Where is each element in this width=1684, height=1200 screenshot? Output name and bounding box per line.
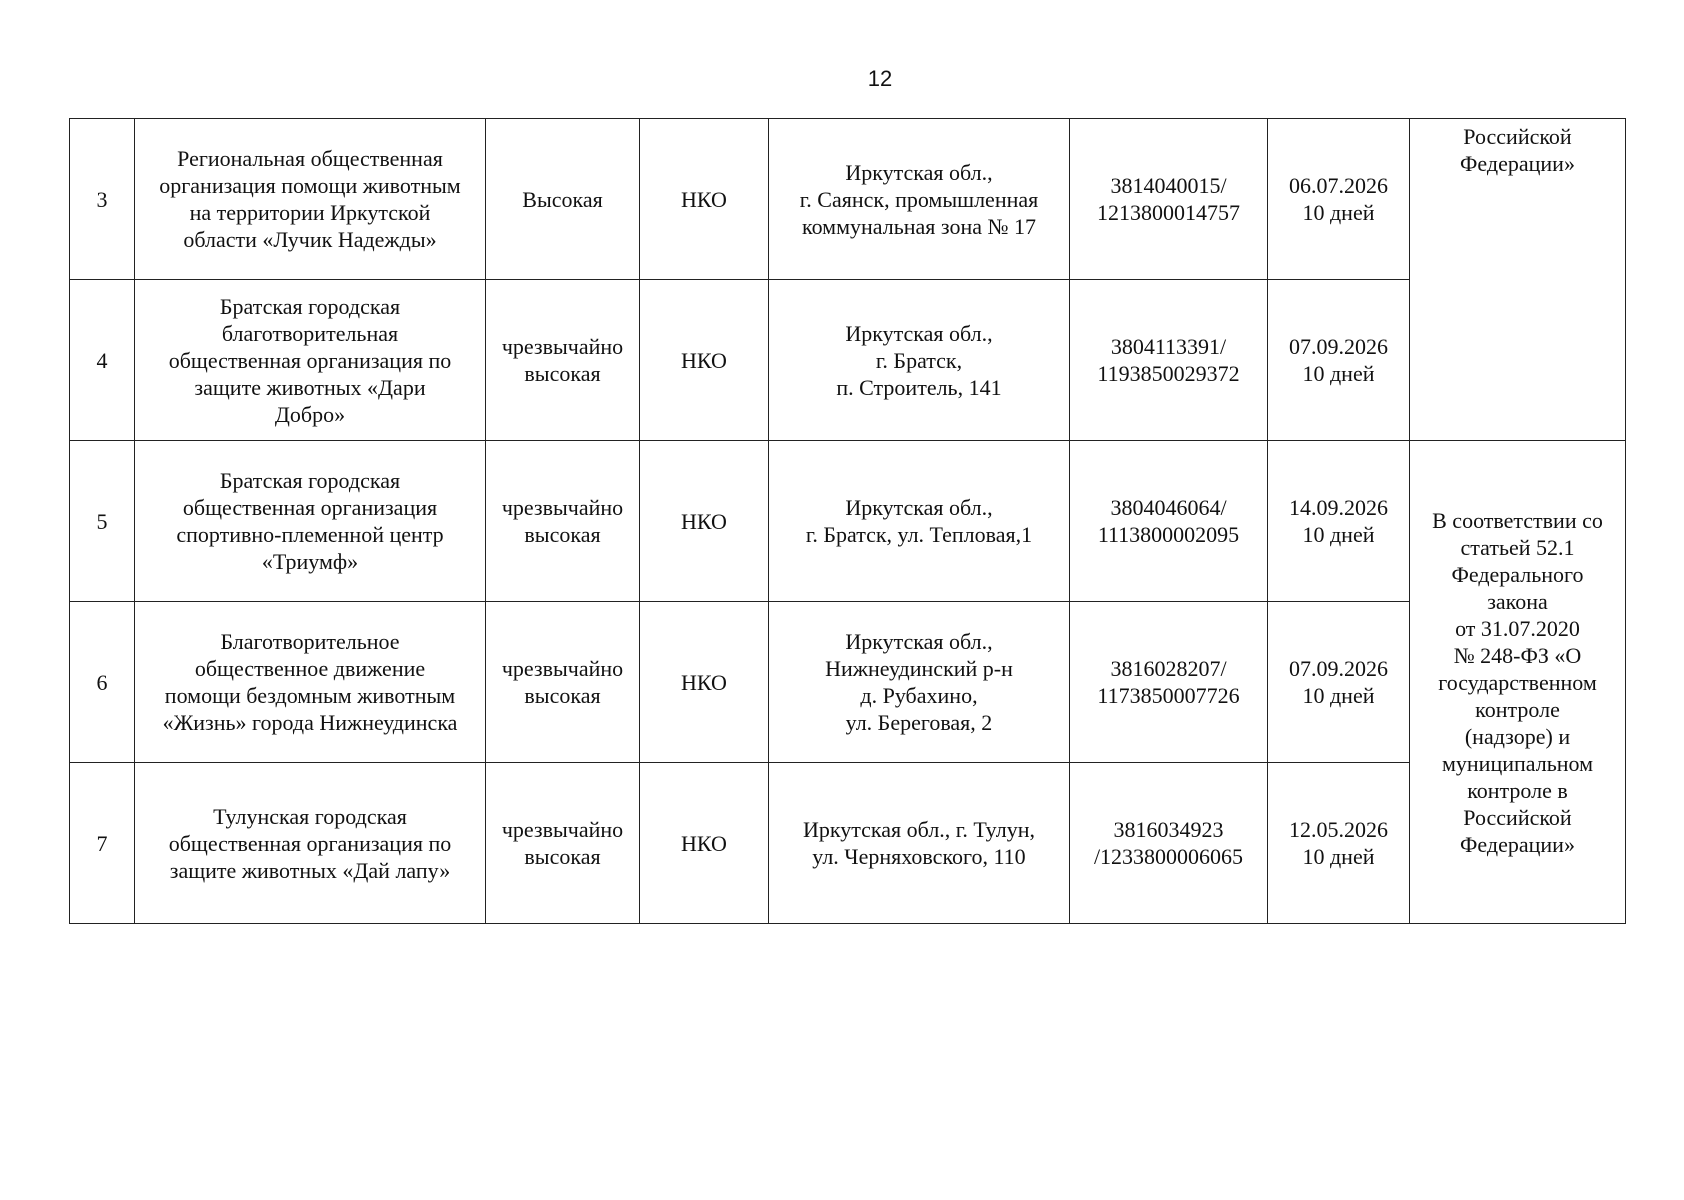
cell-line: 3804046064/: [1110, 495, 1227, 520]
cell-line: спортивно-племенной центр: [176, 522, 444, 547]
organization-address: [769, 119, 1070, 280]
organization-name: [135, 602, 486, 763]
table-row: [70, 602, 1626, 763]
cell-line: общественная организация по: [168, 347, 452, 373]
table-row: [70, 441, 1626, 602]
cell-line: благотворительная: [221, 320, 399, 346]
cell-line: ул. Черняховского, 110: [812, 844, 1026, 869]
cell-line: 1213800014757: [1097, 200, 1240, 225]
legal-basis-top: [1410, 119, 1626, 441]
cell-line: контроле в: [1467, 777, 1568, 803]
risk-category: [486, 763, 640, 924]
inn-ogrn: [1070, 441, 1268, 602]
inspection-date: [1268, 280, 1410, 441]
organization-type: НКО: [640, 602, 769, 763]
inn-ogrn: [1070, 763, 1268, 924]
cell-line: Нижнеудинский р-н: [825, 656, 1013, 681]
cell-line: г. Братск, ул. Тепловая,1: [805, 522, 1033, 547]
cell-line: муниципальном: [1441, 750, 1594, 776]
registry-table: [69, 118, 1626, 924]
organization-type: НКО: [640, 441, 769, 602]
cell-line: защите животных «Дари: [194, 374, 426, 400]
registry-table-body: [70, 119, 1626, 924]
organization-name: [135, 280, 486, 441]
row-number: 4: [70, 280, 135, 441]
cell-line: Российской: [1463, 124, 1572, 149]
cell-line: 1193850029372: [1097, 361, 1240, 386]
organization-type: НКО: [640, 280, 769, 441]
risk-category: [486, 602, 640, 763]
cell-line: «Триумф»: [261, 549, 359, 574]
cell-line: чрезвычайно: [501, 817, 624, 842]
organization-name: [135, 119, 486, 280]
cell-line: 10 дней: [1302, 522, 1375, 547]
cell-line: 07.09.2026: [1289, 656, 1388, 681]
inspection-date: [1268, 441, 1410, 602]
cell-line: 10 дней: [1302, 200, 1375, 225]
organization-type: НКО: [640, 763, 769, 924]
cell-line: Братская городская: [219, 293, 401, 319]
cell-line: Иркутская обл.,: [845, 629, 993, 654]
cell-line: чрезвычайно: [501, 334, 624, 359]
cell-line: 14.09.2026: [1289, 495, 1388, 520]
cell-line: закона: [1487, 588, 1548, 614]
cell-line: высокая: [524, 683, 601, 708]
cell-line: 10 дней: [1302, 683, 1375, 708]
cell-line: Федерального: [1451, 561, 1584, 587]
cell-line: 3816034923: [1113, 817, 1224, 842]
row-number: 3: [70, 119, 135, 280]
cell-line: высокая: [524, 361, 601, 386]
cell-line: общественное движение: [194, 656, 426, 681]
cell-line: 10 дней: [1302, 844, 1375, 869]
cell-line: общественная организация по: [168, 830, 452, 856]
inspection-date: [1268, 602, 1410, 763]
cell-line: области «Лучик Надежды»: [183, 227, 437, 252]
cell-line: В соответствии со: [1432, 507, 1603, 533]
cell-line: 1113800002095: [1097, 522, 1240, 547]
organization-name: [135, 763, 486, 924]
cell-line: /1233800006065: [1093, 844, 1244, 869]
cell-line: Иркутская обл., г. Тулун,: [803, 817, 1035, 842]
cell-line: общественная организация: [182, 495, 438, 520]
cell-line: № 248-ФЗ «О: [1453, 642, 1582, 668]
organization-name: [135, 441, 486, 602]
cell-line: высокая: [524, 522, 601, 547]
cell-line: «Жизнь» города Нижнеудинска: [162, 710, 458, 735]
inn-ogrn: [1070, 280, 1268, 441]
cell-line: д. Рубахино,: [860, 683, 978, 708]
row-number: 5: [70, 441, 135, 602]
cell-line: 3804113391/: [1110, 334, 1227, 359]
cell-line: Российской: [1463, 804, 1572, 830]
cell-line: г. Братск,: [875, 347, 963, 373]
cell-line: чрезвычайно: [501, 495, 624, 520]
table-row: [70, 119, 1626, 280]
table-row: [70, 280, 1626, 441]
cell-line: 3816028207/: [1110, 656, 1227, 681]
cell-line: помощи бездомным животным: [164, 683, 456, 708]
cell-line: на территории Иркутской: [189, 200, 431, 225]
inspection-date: [1268, 763, 1410, 924]
organization-type: НКО: [640, 119, 769, 280]
cell-line: государственном: [1438, 669, 1597, 695]
cell-line: ул. Береговая, 2: [845, 710, 993, 735]
cell-line: п. Строитель, 141: [836, 374, 1002, 400]
inn-ogrn: [1070, 119, 1268, 280]
cell-line: 12.05.2026: [1289, 817, 1388, 842]
risk-category: [486, 280, 640, 441]
legal-basis: [1410, 441, 1626, 924]
cell-line: 06.07.2026: [1289, 173, 1388, 198]
cell-line: статьей 52.1: [1460, 534, 1575, 560]
cell-line: Федерации»: [1460, 151, 1575, 176]
cell-line: Федерации»: [1460, 831, 1575, 857]
cell-line: высокая: [524, 844, 601, 869]
cell-line: 3814040015/: [1110, 173, 1227, 198]
table-row: [70, 763, 1626, 924]
cell-line: 1173850007726: [1097, 683, 1240, 708]
cell-line: чрезвычайно: [501, 656, 624, 681]
cell-line: 07.09.2026: [1289, 334, 1388, 359]
inspection-date: [1268, 119, 1410, 280]
cell-line: коммунальная зона № 17: [802, 213, 1036, 239]
inn-ogrn: [1070, 602, 1268, 763]
cell-line: Братская городская: [219, 468, 401, 493]
risk-category: [486, 119, 640, 280]
row-number: 6: [70, 602, 135, 763]
cell-line: Иркутская обл.,: [845, 159, 993, 185]
cell-line: Добро»: [274, 401, 346, 427]
cell-line: Благотворительное: [220, 629, 400, 654]
organization-address: [769, 763, 1070, 924]
page-number: 12: [867, 66, 893, 91]
cell-line: 10 дней: [1302, 361, 1375, 386]
organization-address: [769, 441, 1070, 602]
risk-category: [486, 441, 640, 602]
cell-line: Высокая: [522, 186, 603, 212]
cell-line: (надзоре) и: [1464, 723, 1571, 749]
cell-line: организация помощи животным: [159, 173, 461, 198]
cell-line: от 31.07.2020: [1455, 615, 1580, 641]
cell-line: контроле: [1475, 696, 1560, 722]
row-number: 7: [70, 763, 135, 924]
cell-line: Иркутская обл.,: [845, 495, 993, 520]
cell-line: Иркутская обл.,: [845, 320, 993, 346]
organization-address: [769, 602, 1070, 763]
cell-line: Тулунская городская: [213, 803, 407, 829]
cell-line: Региональная общественная: [177, 146, 443, 171]
organization-address: [769, 280, 1070, 441]
cell-line: защите животных «Дай лапу»: [169, 857, 451, 883]
cell-line: г. Саянск, промышленная: [799, 186, 1039, 212]
